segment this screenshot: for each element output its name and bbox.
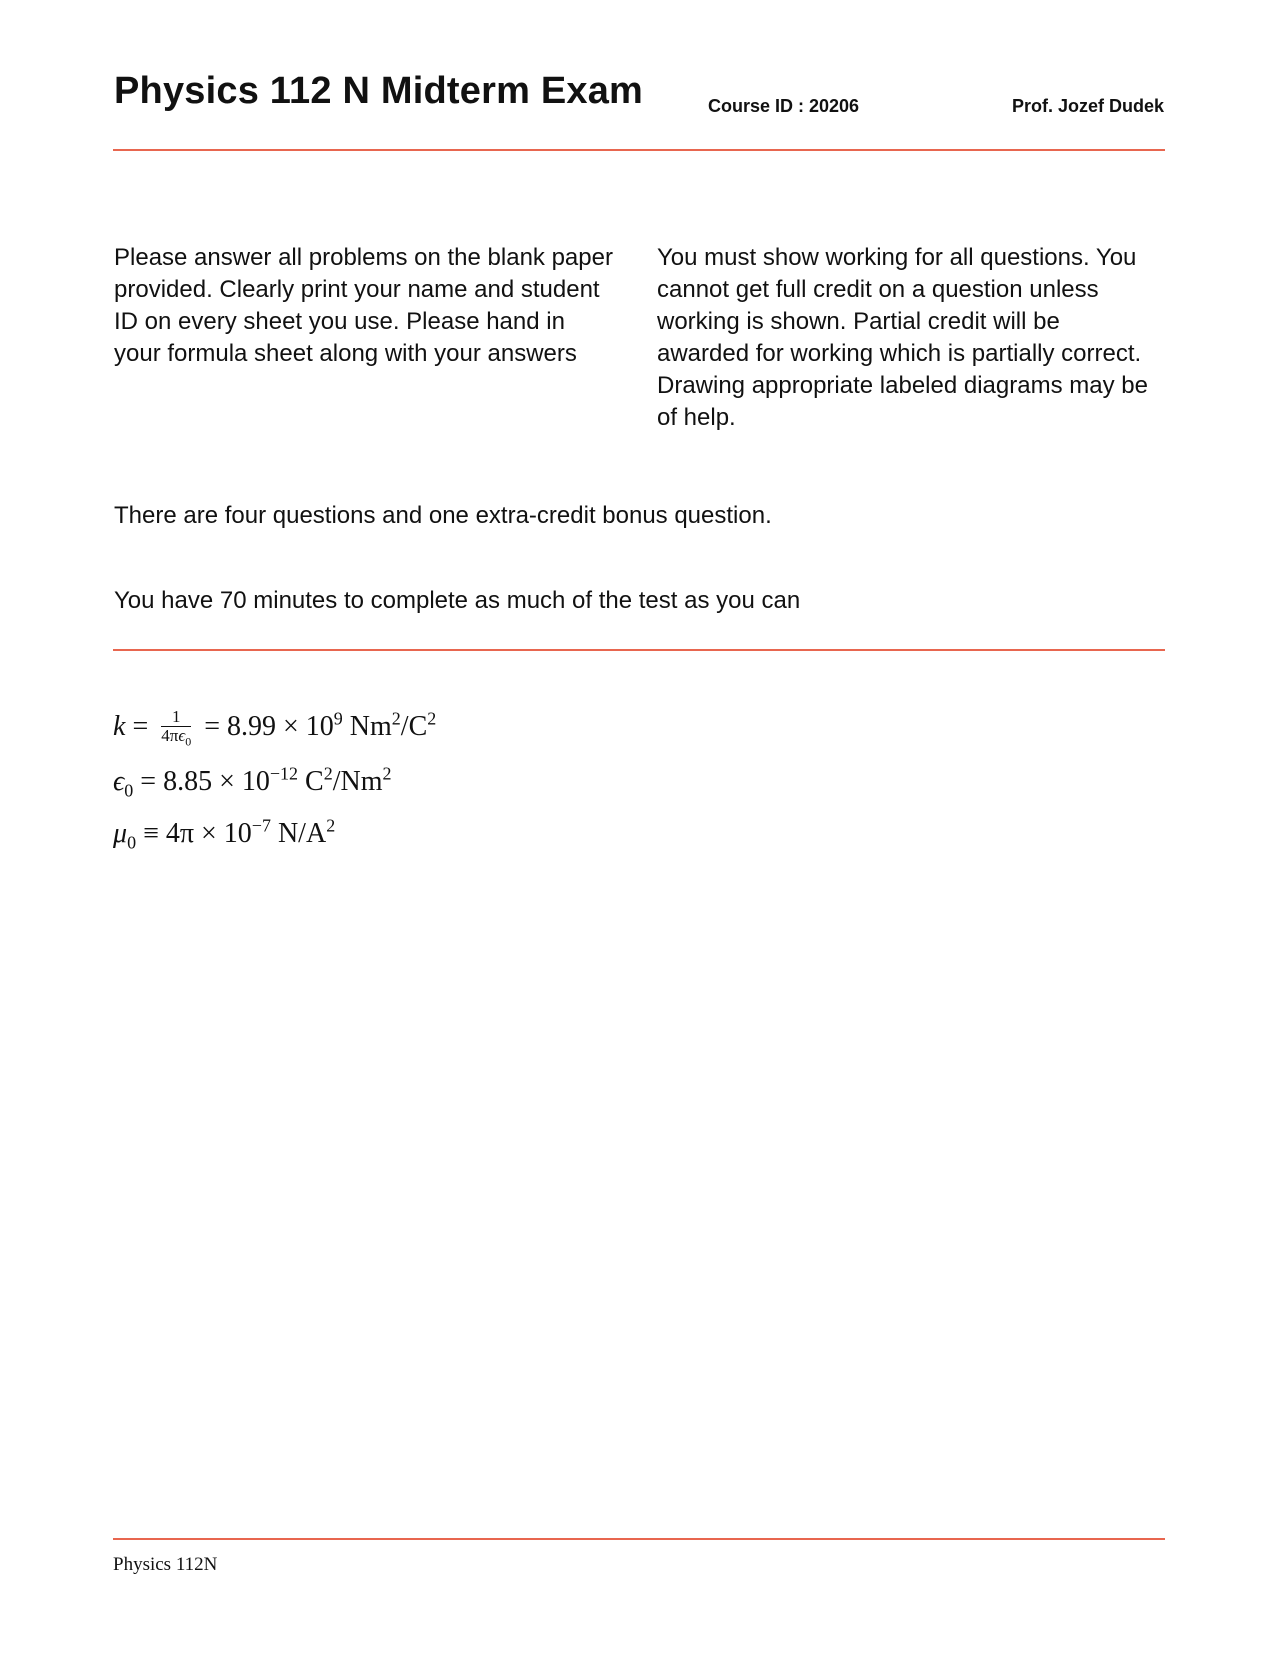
coulomb-fraction-denominator: [161, 726, 192, 749]
coulomb-unit-denominator-exponent: 2: [427, 708, 437, 729]
instructions-right: [657, 242, 1157, 434]
footer-course-label: Physics 112N: [113, 1554, 218, 1575]
permeability-subscript: 0: [127, 832, 137, 853]
time-limit-statement: You have 70 minutes to complete as much of the test as you can: [114, 587, 801, 614]
course-id: Course ID : 20206: [708, 96, 860, 116]
permeability-value: 4π × 10: [165, 818, 252, 849]
permittivity-subscript: 0: [124, 780, 134, 801]
permittivity-exponent: −12: [269, 763, 299, 784]
coulomb-value: 8.99 × 10: [226, 710, 334, 742]
permittivity-unit-denominator-exponent: 2: [382, 763, 392, 784]
permeability-exponent: −7: [251, 815, 271, 836]
question-count-statement: There are four questions and one extra-credit bonus question.: [114, 502, 772, 529]
instructions-left-text: Please answer all problems on the blank paper provided. Clearly print your name and student ID on every sheet you use. Please hand in your formula sheet along with your answers: [114, 244, 613, 367]
coulomb-denominator-epsilon: ϵ: [178, 726, 186, 745]
coulomb-fraction-numerator: 1: [161, 708, 191, 727]
permittivity-formula: $\epsilon_0 = 8.85 \times 10^{-12}$ $C^2/Nm^2$: [113, 763, 392, 801]
permeability-formula: $\mu_0 \equiv 4\pi \times 10^{-7}$ $N/A^2$: [113, 815, 336, 853]
coulomb-constant-formula: k = $\frac{1}{4\pi\epsilon_0}$ = $8.99 \times 10^9$ $Nm^2/C^2$: [113, 707, 437, 749]
coulomb-unit: Nm: [349, 710, 392, 742]
permittivity-unit-denominator: Nm: [340, 766, 383, 797]
footer-divider: [113, 1538, 1165, 1540]
section-divider: [113, 649, 1165, 651]
coulomb-symbol: k: [113, 710, 126, 742]
permeability-unit-exponent: 2: [326, 815, 336, 836]
instructions-left: [114, 242, 614, 370]
instructions-right-text: You must show working for all questions. You cannot get full credit on a question unless working is shown. Partial credit will be awarded for working which is partially correct. Drawing appropriate labeled diagrams may be of help.: [657, 244, 1148, 431]
coulomb-fraction-denominator-text: 4π: [161, 726, 179, 745]
coulomb-denominator-subscript: 0: [185, 734, 192, 749]
header-divider: [113, 149, 1165, 151]
coulomb-exponent: 9: [333, 708, 343, 729]
permeability-unit: N/A: [277, 818, 327, 849]
coulomb-unit-exponent: 2: [391, 708, 401, 729]
permittivity-unit-exponent: 2: [323, 763, 333, 784]
permittivity-unit: C: [305, 766, 324, 797]
page-title: Physics 112 N Midterm Exam: [114, 70, 644, 112]
coulomb-fraction: [161, 707, 192, 749]
coulomb-unit-denominator: C: [408, 710, 428, 742]
professor-name: Prof. Jozef Dudek: [1011, 96, 1164, 116]
permittivity-symbol: ϵ: [113, 766, 125, 797]
permeability-symbol: μ: [113, 818, 128, 849]
permittivity-value: 8.85 × 10: [163, 766, 270, 797]
